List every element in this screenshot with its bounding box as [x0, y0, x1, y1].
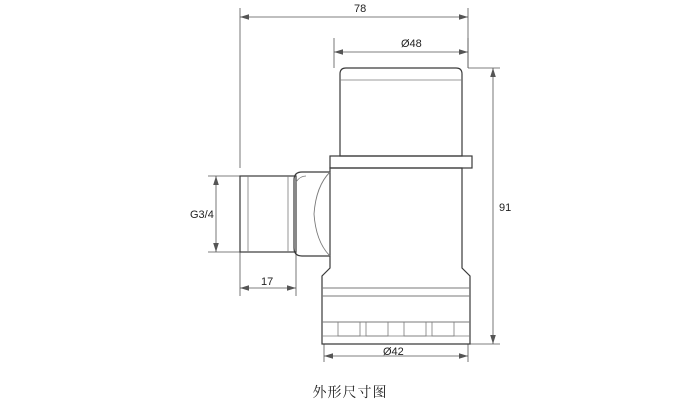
extension-lines	[208, 8, 500, 362]
dim-cap-diameter: Ø48	[401, 38, 422, 50]
dim-overall-width: 78	[354, 3, 367, 15]
figure-caption: 外形尺寸图	[312, 384, 388, 400]
dim-body-diameter: Ø42	[383, 346, 404, 358]
dimension-arrows	[213, 14, 496, 359]
dim-port-length: 17	[261, 276, 274, 288]
valve-outline	[240, 68, 472, 344]
dim-overall-height: 91	[499, 202, 512, 214]
dim-thread: G3/4	[190, 209, 214, 221]
